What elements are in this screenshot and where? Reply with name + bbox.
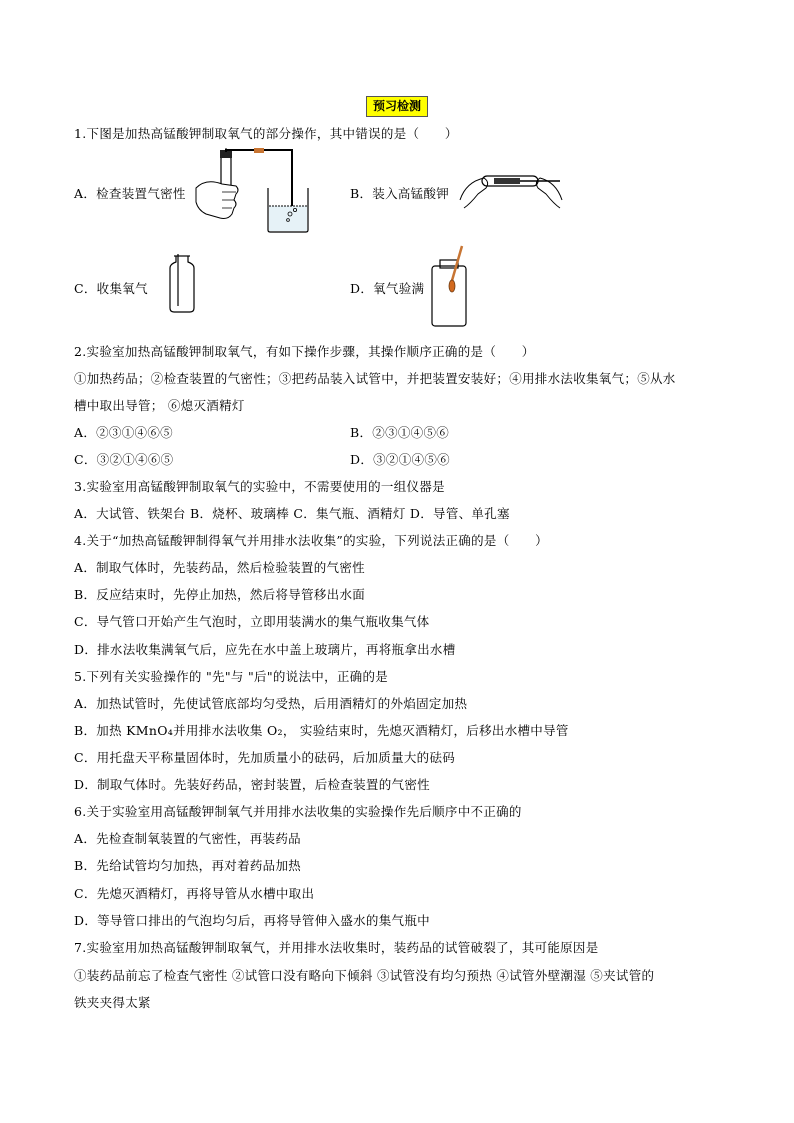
q1-option-a: A．检查装置气密性 xyxy=(74,186,186,201)
q6-option-a: A．先检查制氧装置的气密性，再装药品 xyxy=(74,831,301,846)
q6-option-c: C．先熄灭酒精灯，再将导管从水槽中取出 xyxy=(74,886,315,901)
q7-description-line1: ①装药品前忘了检查气密性 ②试管口没有略向下倾斜 ③试管没有均匀预热 ④试管外壁潮湿 ⑤夹试管的 xyxy=(74,968,655,983)
oxygen-full-test-figure xyxy=(426,244,472,330)
q4-option-a: A．制取气体时，先装药品，然后检验装置的气密性 xyxy=(74,560,365,575)
q2-option-a: A．②③①④⑥⑤ xyxy=(74,425,173,440)
q4-option-d: D．排水法收集满氧气后，应先在水中盖上玻璃片，再将瓶拿出水槽 xyxy=(74,642,456,657)
q1-stem: 1.下图是加热高锰酸钾制取氧气的部分操作，其中错误的是（ ） xyxy=(74,126,458,141)
q4-option-c: C．导气管口开始产生气泡时，立即用装满水的集气瓶收集气体 xyxy=(74,614,430,629)
q2-stem: 2.实验室加热高锰酸钾制取氧气，有如下操作步骤，其操作顺序正确的是（ ） xyxy=(74,344,535,359)
q1-option-d: D．氧气验满 xyxy=(350,281,425,296)
q2-option-d: D．③②①④⑤⑥ xyxy=(350,452,450,467)
q5-stem: 5.下列有关实验操作的 "先"与 "后"的说法中，正确的是 xyxy=(74,669,389,684)
q2-description-line2: 槽中取出导管； ⑥熄灭酒精灯 xyxy=(74,398,245,413)
q1-option-c: C．收集氧气 xyxy=(74,281,148,296)
q3-stem: 3.实验室用高锰酸钾制取氧气的实验中，不需要使用的一组仪器是 xyxy=(74,479,445,494)
q3-options: A．大试管、铁架台 B．烧杯、玻璃棒 C．集气瓶、酒精灯 D．导管、单孔塞 xyxy=(74,506,510,521)
airtightness-check-figure xyxy=(192,148,322,236)
q4-stem: 4.关于“加热高锰酸钾制得氧气并用排水法收集”的实验，下列说法正确的是（ ） xyxy=(74,533,548,548)
q5-option-a: A．加热试管时，先使试管底部均匀受热，后用酒精灯的外焰固定加热 xyxy=(74,696,468,711)
q5-option-c: C．用托盘天平称量固体时，先加质量小的砝码，后加质量大的砝码 xyxy=(74,750,456,765)
q5-option-b: B．加热 KMnO₄并用排水法收集 O₂， 实验结束时，先熄灭酒精灯，后移出水槽中导管 xyxy=(74,723,569,738)
q7-stem: 7.实验室用加热高锰酸钾制取氧气，并用排水法收集时，装药品的试管破裂了，其可能原因是 xyxy=(74,940,599,955)
q5-option-d: D．制取气体时。先装好药品，密封装置，后检查装置的气密性 xyxy=(74,777,430,792)
collect-gas-figure xyxy=(166,252,196,314)
q1-option-b: B．装入高锰酸钾 xyxy=(350,186,450,201)
q2-description-line1: ①加热药品；②检查装置的气密性；③把药品装入试管中，并把装置安装好；④用排水法收集氧气；⑤从水 xyxy=(74,371,676,386)
section-title: 预习检测 xyxy=(366,96,428,117)
load-reagent-figure xyxy=(456,160,566,212)
q2-option-c: C．③②①④⑥⑤ xyxy=(74,452,174,467)
q6-option-d: D．等导管口排出的气泡均匀后，再将导管伸入盛水的集气瓶中 xyxy=(74,913,430,928)
q7-description-line2: 铁夹夹得太紧 xyxy=(74,995,151,1010)
q2-option-b: B．②③①④⑤⑥ xyxy=(350,425,450,440)
q6-stem: 6.关于实验室用高锰酸钾制氧气并用排水法收集的实验操作先后顺序中不正确的 xyxy=(74,804,522,819)
q4-option-b: B．反应结束时，先停止加热，然后将导管移出水面 xyxy=(74,587,366,602)
q6-option-b: B．先给试管均匀加热，再对着药品加热 xyxy=(74,858,302,873)
